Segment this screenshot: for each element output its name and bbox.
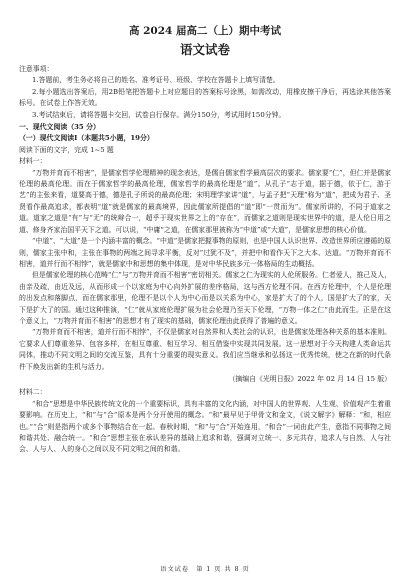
material-paragraph: “和合”思想是中华民族传统文化的一个重要标识，具有丰富的文化内涵，对中国人的世界观、人生观、价值观产生着重要影响。在历史上，“和”与“合”原本是两个分开使用的概念。“和”最早见于甲骨文和金文，《说文解字》解释：“和，相应也。”“合”则是指两个或多个事物结合在一起。春秋时期，“和”与“合”开始连用，“和合”一词由此产生，意指不同事物之间和谐共处、融合统一。“和合”思想主张在承认差异的基础上追求和谐，强调对立统一、多元共存，追求人与自然、人与社会、人与人、人的身心之间以及不同文明之间的和谐。 [19,399,391,454]
section-one [19,122,391,456]
section-heading: 一、现代文阅读（35 分） [19,123,100,132]
material-one-label: 材料一： [19,157,47,166]
material-two-label: 材料二： [19,388,47,397]
sub-section-heading: （一）现代文阅读Ⅰ（本题共5小题，19分） [19,134,154,143]
notes-heading: 注意事项： [19,65,54,73]
note-item: 3.考试结束后，请将答题卡交回，试卷自行保存。满分150分，考试用时150分钟。 [32,110,286,119]
notes-section [19,64,391,121]
source-citation: （摘编自《光明日报》2022 年 02 月 14 日 15 版） [228,374,391,383]
note-item: 1.答题前，考生务必将自己的姓名、准考证号、班级、学校在答题卡上填写清楚。 [32,76,280,85]
page-footer: 语文试卷 第 1 页 共 8 页 [160,566,250,573]
exam-title: 高 2024 届高二（上）期中考试 [128,25,282,37]
paper-title: 语文试卷 [179,42,230,57]
material-paragraph: “中道”、“大道”是一个内涵丰富的概念。“中道”是儒家把握事物的原则，也是中国人认识世界、改造世界所应遵循的原则，儒家主张中和，主张在事物的两端之间寻求平衡，反对“过犹不及”，并把中和看作天下之大本、达道。“万物并育而不相害，道并行而不相悖”，就是儒家中和思想的集中体现，是对中华民族多元一体格局的生动概括。 [19,237,391,268]
note-item: 2.每小题选出答案后，用2B铅笔把答题卡上对应题目的答案标号涂黑，如需改动，用橡皮擦干净后，再选涂其他答案标号。在试卷上作答无效。 [19,87,391,108]
reading-instruction: 阅读下面的文字，完成 1~5 题 [19,145,114,154]
material-paragraph: “万物并育而不相害”，是儒家哲学伦理精神的现念表达，是儒自儒家哲学最高层次的要求。儒家要“仁”，但仁并是儒家伦理的最高伦理。而在于儒家哲学的最高伦理，儒家哲学的最高伦理是“道”。从孔子“志于道，据于德，依于仁，游于艺”的主张来看，道要高于德，德是孔子所说的最高伦理；宋明理学家讲“道”，与孟子把“天理”称为“道”，把成为君子、圣贤看作最高追求，都表明“道”就是儒家的最高境界，因此儒家所提倡的“道”即“一贯而为”。儒家所讲的，不同于道家之道。道家之道是“有”与“无”的统辩合一，超乎于现实世界之上的“存在”，而儒家之道则是现实世界中的道，是人伦日用之道、修身齐家治国平天下之道。可以说，“中庸”之道，在儒家那里被称为“中道”或“大道”，是儒家思想的核心价值。 [19,168,391,234]
material-paragraph: 但是儒家伦理的核心范畴“仁”与“万物并育而不相害”密切相关。儒家之仁为现实的人伦所服务。仁者爱人，推己及人，由亲及疏，由近及远，从而形成一个以家庭为中心向外扩展的差序格局，这与西方伦理不同。在西方伦理中，个人是伦理的出发点和落脚点，而在儒家那里，伦理不是以个人为中心而是以关系为中心，家是扩大了的个人，国是扩大了的家，天下是扩大了的国。通过这种推演，“仁”就从家庭伦理扩展为社会伦理乃至天下伦理，“万物一体之仁”由此而生。正是在这个意义上，“万物并育而不相害”的思想才有了现实的基础，儒家伦理由此获得了普遍的意义。 [19,271,391,325]
material-paragraph: “万物并育而不相害，道并行而不相悖”，不仅是儒家对自然界和人类社会的认识，也是儒家处理各种关系的基本准则。它要求人们尊重差异、包容多样，在相互尊重、相互学习、相互借鉴中实现共同发展。这一思想对于今天构建人类命运共同体，推动不同文明之间的交流互鉴，具有十分重要的现实意义。我们应当继承和弘扬这一优秀传统，使之在新的时代条件下焕发出新的生机与活力。 [19,328,391,371]
